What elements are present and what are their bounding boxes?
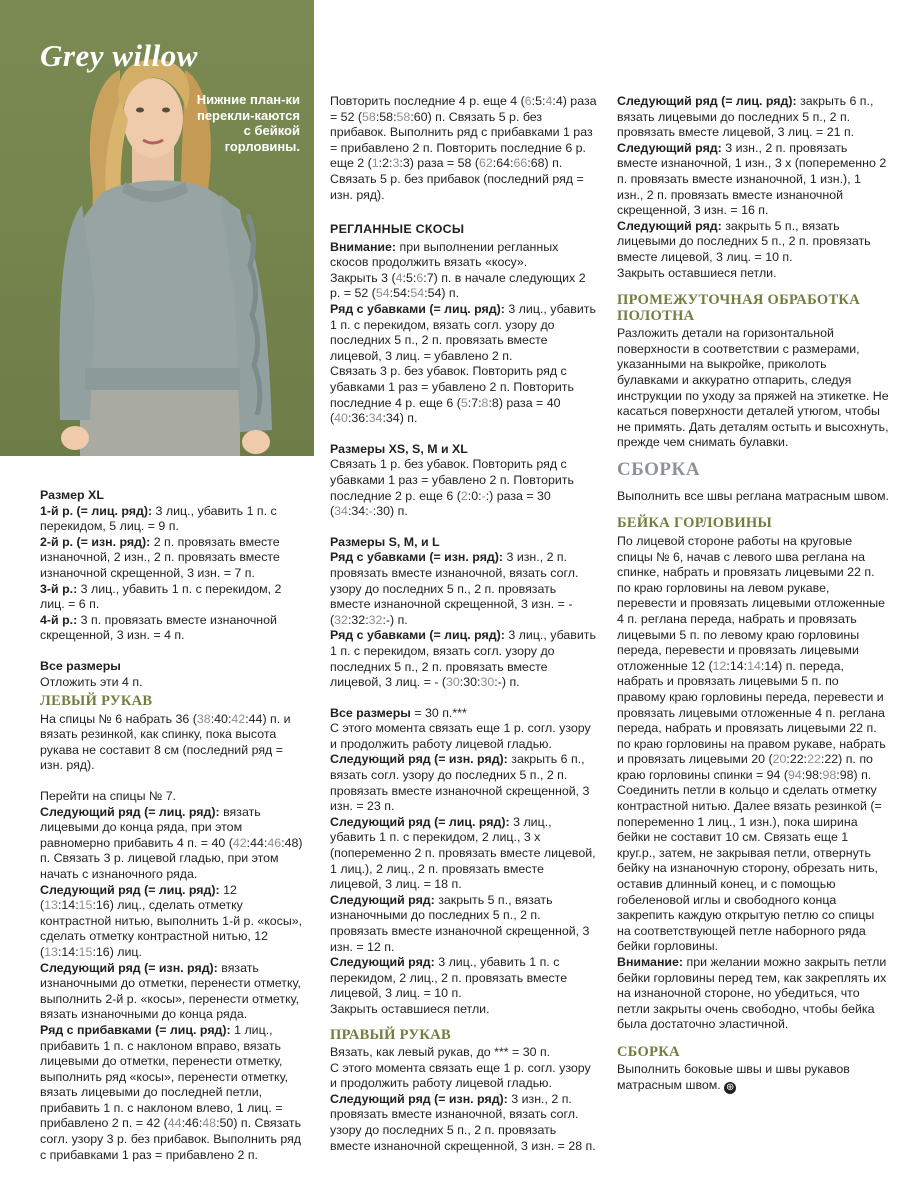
size-value-alt: 34 [334,504,348,519]
size-value-alt: 8 [481,395,489,410]
text-run: 44 [250,835,264,850]
size-heading: Размер XL [40,488,104,502]
row-instruction: 2-й р. (= изн. ряд): 2 п. провязать вместе изнаночной, 2 изн., 2 п. провязать вместе изнаночной скрещенной, 3 изн. = 7 п. [40,534,280,580]
text-run: ) п. и вязать резинкой, как спинку, пока высота рукава не составит 8 см (последний ряд = изн. ряд). [40,711,291,773]
paragraph: Закрыть оставшиеся петли. [617,265,777,280]
text-run: вязать лицевыми до конца ряда, при этом равномерно прибавить 4 п. = 40 ( [40,804,261,850]
text-run: : [389,286,394,301]
text-run: Связать 3 р. без убавок. Повторить ряд с убавками 1 раз = убавлено 2 п. Повторить последние 4 р. еще 6 ( [330,364,574,410]
note: Внимание: при выполнении регланных скосов продолжить вязать «косу». [330,239,559,270]
text-run: : [527,156,531,171]
text-run: : [467,488,472,503]
end-mark-icon: ⊕ [726,1082,735,1094]
row-instruction: Ряд с убавками (= лиц. ряд): 3 лиц., убавить 1 п. с перекидом, вязать согл. узору до последних 5 п., 2 п. провязать вместе лицевой, 3 лиц. = убавлено 2 п. [330,302,596,363]
size-value-alt: 42 [231,711,246,726]
section-heading-final-assembly: СБОРКА [617,1043,680,1060]
text-run: 3 изн., 2 п. провязать вместе изнаночной, вязать согл. узору до последних 5 п., 2 п. провязать вместе изнаночной скрещенной, 3 изн. = - ( [330,550,579,627]
text-run: По лицевой стороне работы на круговые спицы № 6, начав с левого шва реглана на спинке, набрать и провязать лицевыми 22 п. по краю горловины на левом рукаве, перевести и провязать лицевыми отложенные 4 п. реглана переда, набрать и провязать лицевыми 5 п. по левому краю горловины переда, перевести и провязать лицевыми отложенные 12 ( [617,533,886,673]
row-instruction: 1-й р. (= лиц. ряд): 3 лиц., убавить 1 п. с перекидом, 5 лиц. = 9 п. [40,503,277,534]
text-run: 54 [393,286,407,301]
text-run: : [198,1116,203,1131]
row-instruction: Следующий ряд: закрыть 5 п., вязать лицевыми до последних 5 п., 2 п. провязать вместе лицевой, 3 лиц. = 10 п. [617,218,871,264]
row-instruction: Следующий ряд (= изн. ряд): 3 изн., 2 п. провязать вместе изнаночной, вязать согл. узору до последних 5 п., 2 п. провязать вместе изнаночной скрещенной, 3 изн. = 28 п. [330,1091,596,1153]
text-run: : [494,675,498,690]
text-run: : [365,612,369,627]
size-value-alt: 13 [44,944,58,959]
text-run: 54 [427,286,442,301]
text-run: 32 [351,612,366,627]
row-instruction: Следующий ряд (= лиц. ряд): закрыть 6 п., вязать лицевыми до последних 5 п., 2 п. провязать вместе лицевой, 3 лиц. = 21 п. [617,94,874,140]
row-instruction: Ряд с прибавками (= лиц. ряд): 1 лиц., прибавить 1 п. с наклоном вправо, вязать лицевыми до отметки, перенести отметку, выполнить ряд «косы», перенести отметку, вязать лицевыми до последней петли, прибавить 1 п. с наклоном влево, 1 лиц. = прибавлено 2 п. = 42 (44:46:48:50) п. Связать согл. узору 3 р. без прибавок. Выполнить ряд с прибавками 1 раз = прибавлено 2 п. [40,1022,302,1162]
text-run: : [347,504,352,519]
text-run: 36 [351,411,366,426]
text-run: : [552,94,556,108]
text-run: : [389,156,393,171]
section-heading-assembly: СБОРКА [617,458,701,480]
text-run: 60 [413,109,428,124]
text-run: ) п. [390,612,408,627]
size-value-alt: 58 [362,109,376,124]
text-run: 48 [284,835,299,850]
row-instruction: Следующий ряд: 3 лиц., убавить 1 п. с перекидом, 2 лиц., 2 п. провязать вместе лицевой, 3 лиц. = 10 п. [330,955,568,1001]
size-value-alt: 46 [267,835,282,850]
size-value-alt: 2 [460,488,468,503]
text-run: : [57,898,62,913]
text-run: - [385,612,391,627]
size-value-alt: 14 [747,658,761,673]
text-run: : [347,411,352,426]
text-run: 98 [805,767,820,782]
size-value-alt: 66 [513,156,528,171]
text-run: ) п. переда, набрать и провязать лицевыми 5 п. по правому краю горловины переда, перевести и провязать лицевыми отложенные 4 п. реглана переда, набрать и провязать лицевыми 22 п. по краю горловины на правом рукаве, набрать и провязать лицевыми 20 ( [617,658,886,767]
row-instruction: Следующий ряд (= изн. ряд): вязать изнаночными до отметки, перенести отметку, выполнить 2-й р. «косы», перенести отметку, вязать изнаночными до конца ряда. [40,960,301,1022]
text-run: : [375,109,380,124]
sizes-heading: Размеры XS, S, M и XL [330,441,468,456]
text-run: ) раза = 40 ( [330,395,561,426]
text-run: 14 [61,944,76,959]
text-run: : [378,156,383,171]
paragraph: С этого момента связать еще 1 р. согл. узору и продолжить работу лицевой гладью. [330,1060,591,1091]
text-run: 64 [496,156,511,171]
paragraph: Выполнить боковые швы и швы рукавов матрасным швом. ⊕ [617,1062,850,1094]
text-run: 34 [385,411,400,426]
size-value-alt: 22 [807,752,821,767]
text-run: : [347,612,352,627]
size-value-alt: 4 [395,270,403,285]
model-photo [0,0,314,456]
text-run: ) п. [399,411,418,426]
text-run: : [281,835,285,850]
row-instruction: Следующий ряд (= лиц. ряд): 12 (13:14:15:16) лиц., сделать отметку контрастной нитью, выполнить 1-й р. «косы», сделать отметку контрастной нитью, 12 (13:14:15:16) лиц. [40,882,303,959]
column-2 [330,94,598,1154]
text-run: : [803,752,808,767]
paragraph: Вязать, как левый рукав, до *** = 30 п. [330,1045,551,1060]
text-run: : [542,94,546,108]
text-run: 14 [61,898,76,913]
size-value-alt: 3 [392,156,400,171]
paragraph [617,534,889,955]
text-run: ) лиц., сделать отметку контрастной нитью, выполнить 1-й р. «косы», сделать отметку контрастной нитью, 12 ( [40,898,303,959]
row-instruction: 3-й р.: 3 лиц., убавить 1 п. с перекидом, 2 лиц. = 6 п. [40,581,282,612]
text-run: : [412,270,417,285]
text-run: : [467,395,472,410]
paragraph [330,94,598,203]
section-heading-blocking: ПРОМЕЖУТОЧНАЯ ОБРАБОТКА ПОЛОТНА [617,292,861,324]
paragraph [40,712,304,774]
paragraph: С этого момента связать еще 1 р. согл. узору и продолжить работу лицевой гладью. [330,721,591,751]
text-run: ) п. Связать 5 р. без прибавок (последний ряд = изн. ряд). [330,156,584,202]
column-1 [40,488,304,1163]
text-run: Закрыть 3 ( [330,270,396,285]
paragraph [330,457,598,519]
text-run: : [245,711,249,726]
text-run: 16 [95,944,110,959]
text-run: 34 [351,504,366,519]
text-run: : [836,767,840,782]
sizes-heading: Размеры S, M, и L [330,534,440,549]
size-value-alt: - [481,488,486,503]
text-run: : [372,504,377,519]
size-value-alt: 6 [416,270,424,285]
text-run: : [760,658,765,673]
text-run: : [365,504,369,519]
text-run: : [402,270,406,285]
size-value-alt: 20 [772,752,787,767]
text-run: 1 лиц., прибавить 1 п. с наклоном вправо, вязать лицевыми до отметки, перенести отметку, выполнить ряд «косы», перенести отметку, вязать лицевыми до последней петли, прибавить 1 п. с наклоном влево, 1 лиц. = прибавлено 2 п. = 42 ( [40,1022,289,1131]
text-run: 7 [471,395,479,410]
text-run: : [75,898,79,913]
text-run: ) п. [390,504,408,519]
text-run: : [485,488,490,503]
text-run: 22 [824,752,839,767]
text-run: ) раза = 58 ( [409,156,479,171]
text-run: : [246,835,251,850]
text-run: : [406,286,411,301]
paragraph: Все размеры = 30 п.*** [330,705,467,720]
text-run: На спицы № 6 набрать 36 ( [40,711,197,726]
row-instruction: Следующий ряд: 3 изн., 2 п. провязать вместе изнаночной, 1 изн., 3 х (попеременно 2 п. провязать вместе изнаночной, 1 изн.), 1 изн., 2 п. провязать вместе изнаночной скрещенной, 3 изн. = 16 п. [617,140,887,218]
pattern-title: Grey willow [40,38,198,73]
size-value-alt: 13 [44,898,58,913]
paragraph: Разложить детали на горизонтальной поверхности в соответствии с размерами, указанными на выкройке, приколоть булавками и аккуратно отпарить, следуя инструкции по уходу за пряжей на этикетке. Не касаться поверхности деталей утюгом, чтобы не примять. Дать деталям остыть и высохнуть, прежде чем снимать булавки. [617,326,889,450]
text-run: : [382,612,386,627]
text-run: 22 [789,752,804,767]
text-run: ) п. Связать 5 р. без прибавок. Выполнить ряд с прибавками 1 раз = прибавлено 2 п. Повторить последние 6 р. еще 2 ( [330,109,593,171]
text-run: 16 [95,898,110,913]
text-run: 46 [185,1116,199,1131]
size-value-alt: 44 [167,1116,182,1131]
text-run: Повторить последние 4 р. еще 4 ( [330,94,525,108]
size-value-alt: 58 [396,109,411,124]
text-run: 5 [406,270,413,285]
text-run: ) п. [501,675,520,690]
size-value-alt: 6 [524,94,532,108]
text-run: 14 [764,658,779,673]
column-3 [617,94,889,1094]
text-run: 30 [376,504,391,519]
size-value-alt: 54 [375,286,390,301]
size-value-alt: 32 [334,612,348,627]
text-run: ) п. Связать 3 р. лицевой гладью, при этом начать с изнаночного ряда. [40,835,303,881]
size-value-alt: 54 [410,286,425,301]
text-run: : [263,835,268,850]
text-run: : [459,675,464,690]
text-run: ) п. в начале следующих 2 р. = 52 ( [330,270,586,301]
text-run: : [488,395,492,410]
text-run: : [210,711,215,726]
size-value-alt: - [368,504,373,519]
text-run: 40 [214,711,228,726]
section-heading-right-sleeve: ПРАВЫЙ РУКАВ [330,1026,451,1043]
text-run: : [786,752,790,767]
text-run: : [365,411,369,426]
text-run: 58 [379,109,394,124]
text-run: : [531,94,536,108]
text-run: 8 [491,395,499,410]
text-run: 0 [471,488,479,503]
all-sizes-heading: Все размеры [40,658,121,673]
text-run: 98 [839,767,854,782]
text-run: - [497,675,502,690]
text-run: : [424,286,428,301]
text-run: 4 [555,94,563,108]
text-run: ) лиц. [109,944,142,959]
size-value-alt: 1 [371,156,379,171]
paragraph [330,271,598,302]
text-run: : [227,711,232,726]
text-run: 2 [382,156,390,171]
paragraph: Отложить эти 4 п. [40,674,143,689]
text-run: Связать 1 р. без убавок. Повторить ряд с убавками 1 раз = убавлено 2 п. Повторить последние 2 р. еще 6 ( [330,457,574,503]
size-value-alt: 32 [368,612,383,627]
text-run: ) п. [441,286,460,301]
section-heading-left-sleeve: ЛЕВЫЙ РУКАВ [40,693,153,710]
paragraph: Выполнить все швы реглана матрасным швом. [617,488,889,503]
text-run: 3 лиц., убавить 1 п. с перекидом, вязать согл. узору до последних 5 п., 2 п. провязать вместе лицевой, 3 лиц. = - ( [330,628,596,690]
text-run: 50 [219,1116,234,1131]
size-value-alt: 94 [787,767,802,782]
text-run: ) п. по краю горловины спинки = 94 ( [617,752,873,782]
text-run: 44 [248,711,263,726]
row-instruction: Следующий ряд (= лиц. ряд): 3 лиц., убавить 1 п. с перекидом, 2 лиц., 3 х (попеременно 2 п. провязать вместе лицевой, 1 лиц.), 2 лиц., 2 п. провязать вместе лицевой, 3 лиц. = 18 п. [330,814,596,892]
size-value-alt: 30 [480,675,495,690]
text-run: : [382,411,386,426]
text-run: : [478,488,482,503]
paragraph: Закрыть оставшиеся петли. [330,1001,490,1016]
size-value-alt: 12 [712,658,727,673]
size-value-alt: 30 [445,675,460,690]
text-run: : [216,1116,220,1131]
paragraph [330,364,598,426]
section-heading-raglan: РЕГЛАННЫЕ СКОСЫ [330,222,465,237]
text-run: 5 [535,94,543,108]
size-value-alt: 15 [78,898,93,913]
text-run: ) п. Связать согл. узору 3 р. без прибавок. Выполнить ряд с прибавками 1 раз = прибавлено 2 п. [40,1116,302,1162]
paragraph: Перейти на спицы № 7. [40,789,177,803]
text-run: : [393,109,397,124]
row-instruction: Ряд с убавками (= изн. ряд): 3 изн., 2 п. провязать вместе изнаночной, вязать согл. узору до последних 5 п., 2 п. провязать вместе изнаночной скрещенной, 3 изн. = - (32:32:32:-) п. [330,550,579,627]
row-instruction: Ряд с убавками (= лиц. ряд): 3 лиц., убавить 1 п. с перекидом, вязать согл. узору до последних 5 п., 2 п. провязать вместе лицевой, 3 лиц. = - (30:30:30:-) п. [330,628,596,690]
text-run: : [478,395,482,410]
size-value-alt: 42 [232,835,247,850]
size-value-alt: 62 [479,156,493,171]
text-run: : [57,944,62,959]
text-run: : [492,156,497,171]
size-value-alt: 40 [334,411,348,426]
text-run: 68 [530,156,545,171]
text-run: : [510,156,514,171]
size-value-alt: 34 [368,411,383,426]
row-instruction: Следующий ряд (= изн. ряд): закрыть 6 п., вязать согл. узору до последних 5 п., 2 п. провязать вместе изнаночной скрещенной, 3 изн. = 23 п. [330,752,590,814]
size-value-alt: 48 [202,1116,217,1131]
text-run: : [75,944,79,959]
text-run: : [477,675,481,690]
text-run: : [92,944,96,959]
size-value-alt: 15 [78,944,93,959]
size-value-alt: 4 [545,94,553,108]
text-run: ) раза = 52 ( [330,94,597,124]
row-instruction: Следующий ряд (= лиц. ряд): вязать лицевыми до конца ряда, при этом равномерно прибавить 4 п. = 40 (42:44:46:48) п. Связать 3 р. лицевой гладью, при этом начать с изнаночного ряда. [40,804,303,881]
text-run: : [399,156,403,171]
text-run: : [92,898,96,913]
text-run: : [819,767,823,782]
text-run: : [423,270,427,285]
size-value-alt: 38 [196,711,211,726]
row-instruction: Следующий ряд: закрыть 5 п., вязать изнаночными до последних 5 п., 2 п. провязать вместе изнаночной скрещенной, 3 изн. = 12 п. [330,892,590,954]
text-run: 12 ( [40,882,237,913]
row-instruction: 4-й р.: 3 п. провязать вместе изнаночной скрещенной, 3 изн. = 4 п. [40,612,277,643]
text-run: ) п. Соединить петли в кольцо и сделать отметку контрастной нитью. Далее вязать резинкой (= попеременно 1 лиц., 1 изн.), пока ширина бейки не составит 10 см. Связать еще 1 круг.р., затем, не закрывая петли, отвернуть бейку на изнаночную сторону, обрезать нить, оставив длинный конец, и с помощью гобеленовой иглы и свободного конца закрепить каждую открытую петлю со спицы на соответствующей петле наборного ряда бейки горловины. [617,767,882,954]
text-run: ) раза = 30 ( [330,488,551,519]
text-run: : [743,658,748,673]
text-run: : [801,767,806,782]
note: Внимание: при желании можно закрыть петли бейки горловины перед тем, как закреплять их на изнаночной стороне, но убедиться, что петли закрыты очень свободно, чтобы бейка была достаточно эластичной. [617,955,887,1032]
text-run: : [181,1116,186,1131]
text-run: 30 [463,675,478,690]
text-run: 7 [426,270,434,285]
photo-caption: Нижние план-ки перекли-каются с бейкой горловины. [196,92,300,154]
text-run: : [726,658,730,673]
text-run: : [820,752,825,767]
text-run: : [410,109,414,124]
text-run: 3 [402,156,410,171]
text-run: 14 [729,658,744,673]
size-value-alt: 5 [460,395,468,410]
size-value-alt: 98 [822,767,837,782]
section-heading-neckband: БЕЙКА ГОРЛОВИНЫ [617,515,773,532]
